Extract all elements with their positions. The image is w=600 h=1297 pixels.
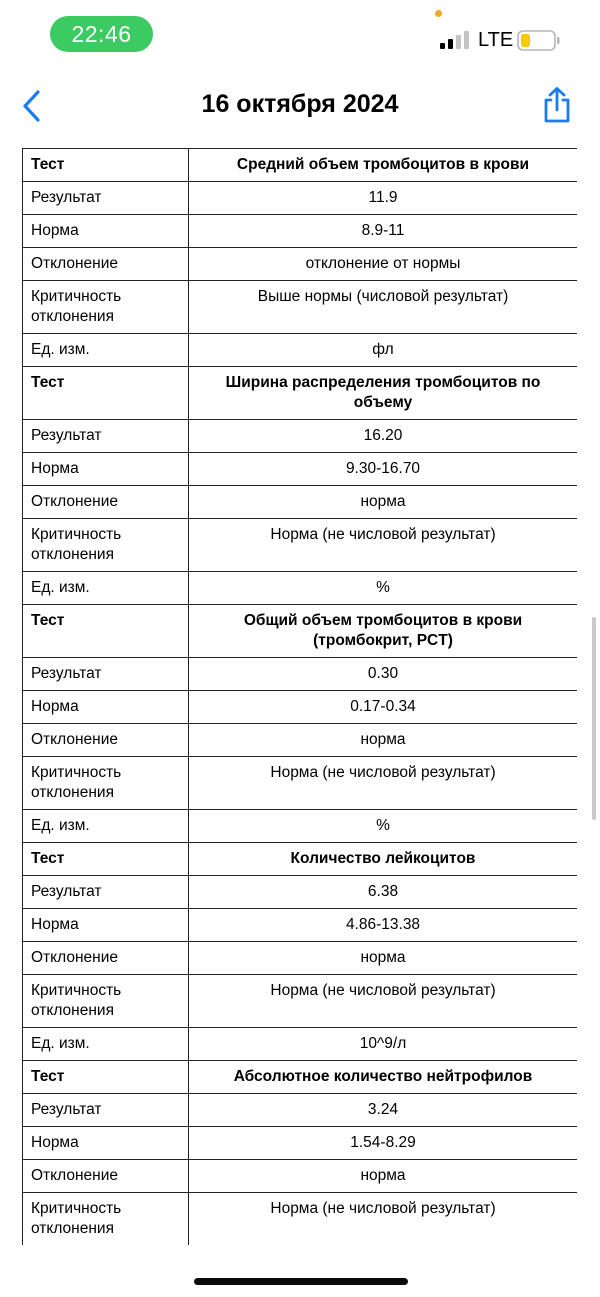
row-label: Ед. изм. [23, 810, 189, 843]
table-row [23, 757, 578, 810]
table-row [23, 420, 578, 453]
row-value: 9.30-16.70 [189, 453, 578, 486]
cellular-signal-icon [440, 31, 470, 49]
test-label: Тест [23, 843, 189, 876]
row-value: % [189, 572, 578, 605]
table-row [23, 1094, 578, 1127]
row-label: Норма [23, 453, 189, 486]
row-value: 1.54-8.29 [189, 1127, 578, 1160]
test-label: Тест [23, 149, 189, 182]
row-value: норма [189, 724, 578, 757]
row-label: Ед. изм. [23, 572, 189, 605]
row-value: Выше нормы (числовой результат) [189, 281, 578, 334]
test-name: Средний объем тромбоцитов в крови [189, 149, 578, 182]
share-icon[interactable] [540, 86, 574, 124]
row-value: Норма (не числовой результат) [189, 1193, 578, 1246]
row-value: 11.9 [189, 182, 578, 215]
test-name: Ширина распределения тромбоцитов по объему [189, 367, 578, 420]
table-row [23, 975, 578, 1028]
row-value: 0.17-0.34 [189, 691, 578, 724]
row-value: фл [189, 334, 578, 367]
test-name: Количество лейкоцитов [189, 843, 578, 876]
row-label: Результат [23, 420, 189, 453]
test-header-row [23, 605, 578, 658]
test-header-row [23, 367, 578, 420]
table-row [23, 691, 578, 724]
table-row [23, 572, 578, 605]
table-row [23, 724, 578, 757]
row-label: Результат [23, 1094, 189, 1127]
table-row [23, 810, 578, 843]
row-label: Норма [23, 909, 189, 942]
row-label: Критичность отклонения [23, 975, 189, 1028]
row-value: 4.86-13.38 [189, 909, 578, 942]
row-label: Норма [23, 1127, 189, 1160]
row-label: Критичность отклонения [23, 1193, 189, 1246]
test-label: Тест [23, 605, 189, 658]
page-title: 16 октября 2024 [201, 90, 399, 118]
row-value: 16.20 [189, 420, 578, 453]
row-value: норма [189, 942, 578, 975]
table-row [23, 182, 578, 215]
row-label: Критичность отклонения [23, 757, 189, 810]
row-label: Критичность отклонения [23, 519, 189, 572]
row-label: Норма [23, 691, 189, 724]
row-value: 10^9/л [189, 1028, 578, 1061]
table-row [23, 215, 578, 248]
test-header-row [23, 843, 578, 876]
row-label: Ед. изм. [23, 1028, 189, 1061]
row-value: Норма (не числовой результат) [189, 519, 578, 572]
row-label: Критичность отклонения [23, 281, 189, 334]
table-row [23, 519, 578, 572]
row-value: 0.30 [189, 658, 578, 691]
row-label: Норма [23, 215, 189, 248]
row-value: % [189, 810, 578, 843]
row-label: Ед. изм. [23, 334, 189, 367]
row-value: 6.38 [189, 876, 578, 909]
row-value: Норма (не числовой результат) [189, 757, 578, 810]
row-value: отклонение от нормы [189, 248, 578, 281]
test-header-row [23, 1061, 578, 1094]
row-label: Отклонение [23, 724, 189, 757]
test-header-row [23, 149, 578, 182]
row-label: Результат [23, 658, 189, 691]
row-label: Результат [23, 876, 189, 909]
row-value: 8.9-11 [189, 215, 578, 248]
table-row [23, 248, 578, 281]
table-row [23, 486, 578, 519]
table-row [23, 1160, 578, 1193]
table-row [23, 1193, 578, 1246]
table-row [23, 942, 578, 975]
table-row [23, 334, 578, 367]
row-value: 3.24 [189, 1094, 578, 1127]
table-row [23, 658, 578, 691]
table-row [23, 909, 578, 942]
status-time: 22:46 [50, 16, 153, 52]
privacy-indicator-dot [435, 10, 442, 17]
row-label: Отклонение [23, 248, 189, 281]
row-value: норма [189, 486, 578, 519]
row-label: Отклонение [23, 486, 189, 519]
row-value: норма [189, 1160, 578, 1193]
row-label: Отклонение [23, 1160, 189, 1193]
results-table [22, 148, 577, 1245]
table-row [23, 281, 578, 334]
row-value: Норма (не числовой результат) [189, 975, 578, 1028]
test-label: Тест [23, 367, 189, 420]
network-type: LTE [478, 29, 514, 51]
home-indicator[interactable] [194, 1278, 408, 1285]
battery-icon [517, 30, 561, 51]
row-label: Отклонение [23, 942, 189, 975]
test-name: Абсолютное количество нейтрофилов [189, 1061, 578, 1094]
table-row [23, 876, 578, 909]
test-label: Тест [23, 1061, 189, 1094]
table-row [23, 1028, 578, 1061]
test-name: Общий объем тромбоцитов в крови (тромбокрит, PCT) [189, 605, 578, 658]
results-table-viewport[interactable] [22, 138, 577, 1245]
row-label: Результат [23, 182, 189, 215]
table-row [23, 1127, 578, 1160]
table-row [23, 453, 578, 486]
scrollbar[interactable] [592, 617, 596, 820]
